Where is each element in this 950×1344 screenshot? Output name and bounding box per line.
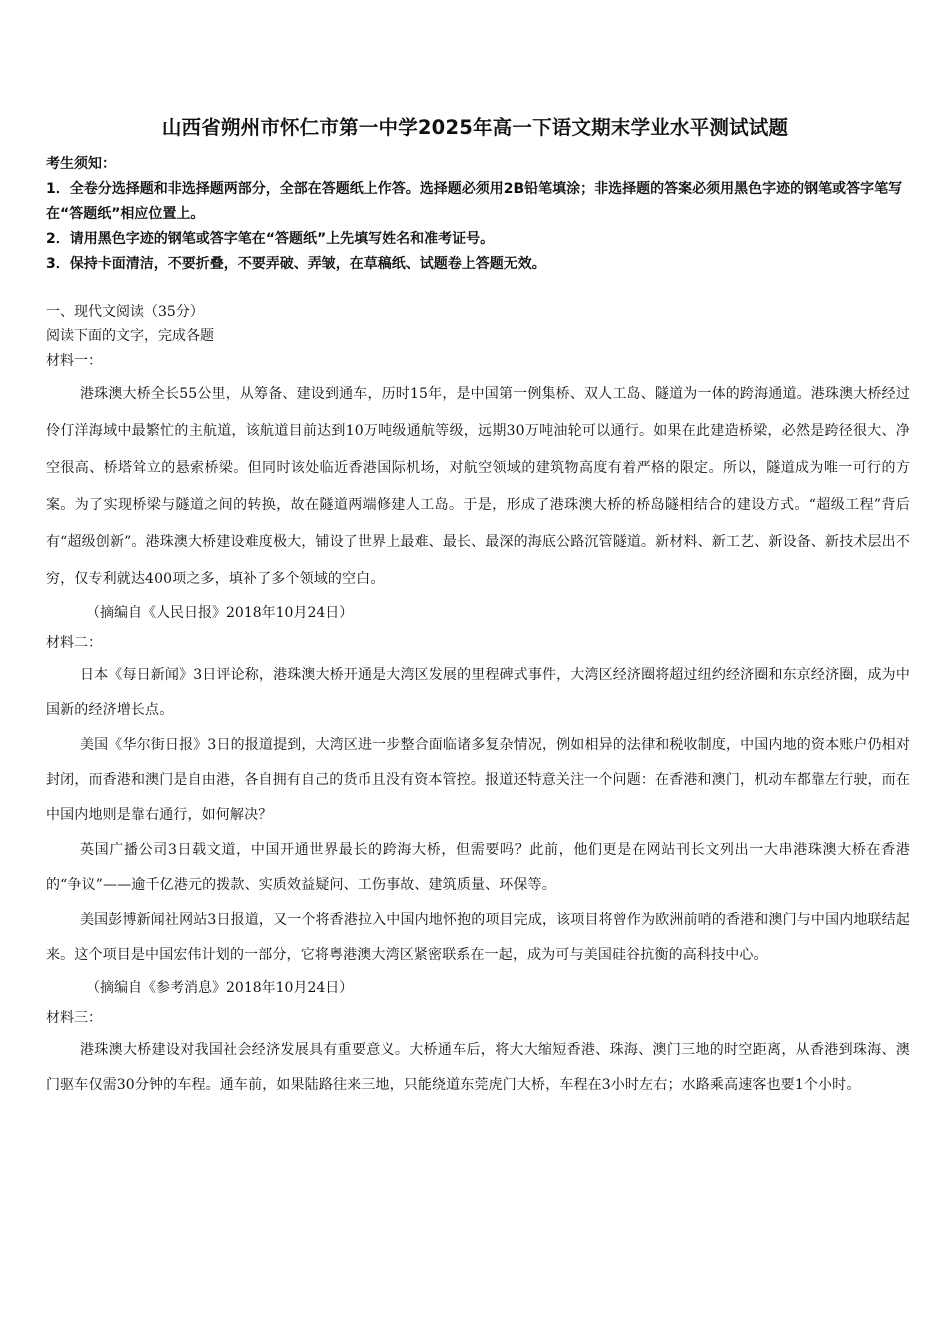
candidate-notice xyxy=(46,152,910,277)
material-3-label: 材料三： xyxy=(46,1010,102,1026)
page-title: 山西省朔州市怀仁市第一中学2025年高一下语文期末学业水平测试试题 xyxy=(161,116,789,139)
material-2-paragraph: 日本《每日新闻》3日评论称，港珠澳大桥开通是大湾区发展的里程碑式事件，大湾区经济圈将超过纽约经济圈和东京经济圈，成为中国新的经济增长点。 xyxy=(46,667,910,718)
material-1-paragraph: 港珠澳大桥全长55公里，从筹备、建设到通车，历时15年，是中国第一例集桥、双人工岛、隧道为一体的跨海通道。港珠澳大桥经过伶仃洋海域中最繁忙的主航道，该航道目前达到10万吨级通航等级，远期30万吨油轮可以通行。如果在此建造桥梁，必然是跨径很大、净空很高、桥塔耸立的悬索桥梁。但同时该处临近香港国际机场，对航空领域的建筑物高度有着严格的限定。所以，隧道成为唯一可行的方案。为了实现桥梁与隧道之间的转换，故在隧道两端修建人工岛。于是，形成了港珠澳大桥的桥岛隧相结合的建设方式。“超级工程”背后有“超级创新”。港珠澳大桥建设难度极大，铺设了世界上最难、最长、最深的海底公路沉管隧道。新材料、新工艺、新设备、新技术层出不穷，仅专利就达400项之多，填补了多个领域的空白。 xyxy=(46,386,910,587)
material-2-source: （摘编自《参考消息》2018年10月24日） xyxy=(86,980,354,996)
section-instruction: 阅读下面的文字，完成各题 xyxy=(46,328,214,344)
material-1-source: （摘编自《人民日报》2018年10月24日） xyxy=(86,605,354,621)
material-1-label: 材料一： xyxy=(46,353,102,369)
material-2-label: 材料二： xyxy=(46,635,102,651)
material-2-paragraph: 美国彭博新闻社网站3日报道，又一个将香港拉入中国内地怀抱的项目完成，该项目将曾作为欧洲前哨的香港和澳门与中国内地联结起来。这个项目是中国宏伟计划的一部分，它将粤港澳大湾区紧密联系在一起，成为可与美国硅谷抗衡的高科技中心。 xyxy=(46,912,910,963)
section-heading: 一、现代文阅读（35分） xyxy=(46,304,204,320)
material-2-paragraph: 英国广播公司3日载文道，中国开通世界最长的跨海大桥，但需要吗？此前，他们更是在网站刊长文列出一大串港珠澳大桥在香港的“争议”——逾千亿港元的拨款、实质效益疑问、工伤事故、建筑质量、环保等。 xyxy=(46,842,910,893)
notice-item: 1．全卷分选择题和非选择题两部分，全部在答题纸上作答。选择题必须用2B铅笔填涂；非选择题的答案必须用黑色字迹的钢笔或答字笔写在“答题纸”相应位置上。 xyxy=(46,181,903,222)
reading-materials xyxy=(46,346,910,1103)
material-2-paragraph: 美国《华尔街日报》3日的报道提到，大湾区进一步整合面临诸多复杂情况，例如相异的法律和税收制度，中国内地的资本账户仍相对封闭，而香港和澳门是自由港，各自拥有自己的货币且没有资本管控。报道还特意关注一个问题：在香港和澳门，机动车都靠左行驶，而在中国内地则是靠右通行，如何解决？ xyxy=(46,737,910,823)
notice-heading: 考生须知： xyxy=(46,156,116,172)
notice-item: 2．请用黑色字迹的钢笔或答字笔在“答题纸”上先填写姓名和准考证号。 xyxy=(46,231,495,247)
material-3-paragraph: 港珠澳大桥建设对我国社会经济发展具有重要意义。大桥通车后，将大大缩短香港、珠海、澳门三地的时空距离，从香港到珠海、澳门驱车仅需30分钟的车程。通车前，如果陆路往来三地，只能绕道东莞虎门大桥，车程在3小时左右；水路乘高速客也要1个小时。 xyxy=(46,1042,910,1093)
notice-item: 3．保持卡面清洁，不要折叠，不要弄破、弄皱，在草稿纸、试题卷上答题无效。 xyxy=(46,256,546,272)
section-header xyxy=(46,300,910,348)
